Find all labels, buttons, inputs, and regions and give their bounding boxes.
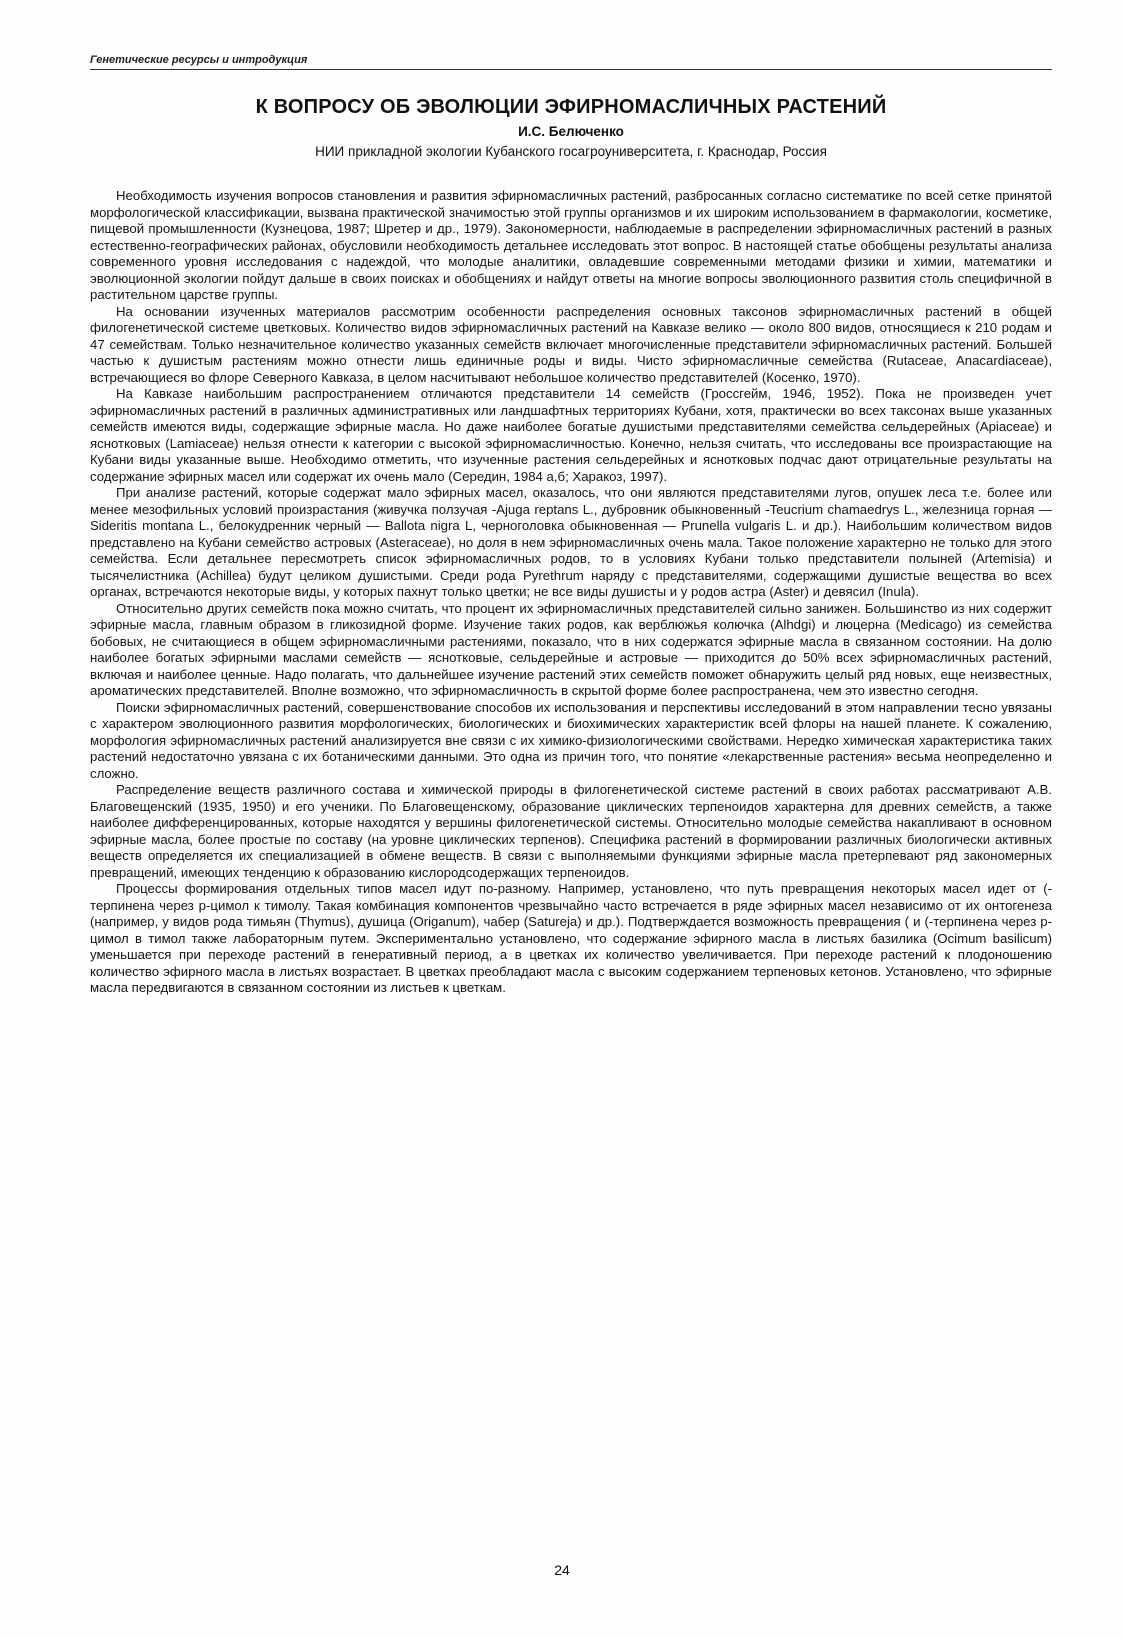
- paragraph: На Кавказе наибольшим распространением отличаются представители 14 семейств (Гроссгейм, 1946, 1952). Пока не произведен учет эфирномасличных растений в различных административных или ландшафтных территориях Кубани, хотя, практически во всех таксонах выше указанных семейств имеются виды, содержащие эфирные масла. Но даже наиболее богатые душистыми представителями семейства сельдерейных (Apiaceae) и яснотковых (Lamiaceae) нельзя отнести к категории с высокой эфирномасличностью. Конечно, нельзя считать, что исследованы все произрастающие на Кубани виды указанные выше. Необходимо отметить, что изученные растения сельдерейных и яснотковых подчас дают отрицательные результаты на содержание эфирных масел или содержат их очень мало (Середин, 1984 а,б; Харакоз, 1997).: [90, 386, 1052, 484]
- paragraph: Распределение веществ различного состава и химической природы в филогенетической системе растений в своих работах рассматривают А.В. Благовещенский (1935, 1950) и его ученики. По Благовещенскому, образование циклических терпеноидов характерна для древних семейств, а также наиболее дифференцированных, которые находятся у вершины филогенетической системы. Относительно молодые семейства накапливают в основном эфирные масла, более простые по составу (на уровне циклических терпенов). Специфика растений в формировании различных биологически активных веществ определяется их специализацией в обмене веществ. В связи с выполняемыми функциями эфирные масла претерпевают ряд закономерных превращений, имеющих тенденцию к образованию кислородсодержащих терпеноидов.: [90, 782, 1052, 880]
- article-title: К ВОПРОСУ ОБ ЭВОЛЮЦИИ ЭФИРНОМАСЛИЧНЫХ РАСТЕНИЙ: [255, 96, 887, 118]
- paragraph: На основании изученных материалов рассмотрим особенности распределения основных таксонов эфирномасличных растений в общей филогенетической системе цветковых. Количество видов эфирномасличных растений на Кавказе велико — около 800 видов, относящиеся к 210 родам и 47 семействам. Только незначительное количество указанных семейств включает многочисленные представители эфирномасличных растений. Большей частью к душистым растениям можно отнести лишь единичные роды и виды. Чисто эфирномасличные семейства (Rutaceae, Anacardiaceae), встречающиеся во флоре Северного Кавказа, в целом насчитывают небольшое количество представителей (Косенко, 1970).: [90, 303, 1052, 385]
- article-affiliation: НИИ прикладной экологии Кубанского госагроуниверситета, г. Краснодар, Россия: [315, 144, 827, 159]
- article-author: И.С. Белюченко: [518, 124, 624, 139]
- paragraph: Процессы формирования отдельных типов масел идут по-разному. Например, установлено, что путь превращения некоторых масел идет от (-терпинена через р-цимол к тимолу. Такая комбинация компонентов чрезвычайно часто встречается в ряде эфирных масел независимо от их онтогенеза (например, у видов рода тимьян (Thymus), душица (Origanum), чабер (Satureja) и др.). Подтверждается возможность превращения ( и (-терпинена через р-цимол в тимол также лабораторным путем. Экспериментально установлено, что содержание эфирного масла в листьях базилика (Ocimum basilicum) уменьшается при переходе растений в генеративный период, а в цветках их количество увеличивается. При переходе растений к плодоношению количество эфирного масла в листьях возрастает. В цветках преобладают масла с высоким содержанием терпеновых кетонов. Установлено, что эфирные масла передвигаются в связанном состоянии из листьев к цветкам.: [90, 881, 1052, 995]
- paragraph: Поиски эфирномасличных растений, совершенствование способов их использования и перспективы исследований в этом направлении тесно увязаны с характером эволюционного развития морфологических, биологических и биохимических характеристик всей флоры на нашей планете. К сожалению, морфология эфирномасличных растений анализируется вне связи с их химико-физиологическими свойствами. Нередко химическая характеристика таких растений недостаточно увязана с их ботаническими данными. Это одна из причин того, что понятие «лекарственные растения» весьма неопределенно и сложно.: [90, 699, 1052, 781]
- running-head: Генетические ресурсы и интродукция: [90, 54, 308, 66]
- header-rule: [90, 69, 1052, 70]
- page-number: 24: [554, 1562, 570, 1578]
- paragraph: При анализе растений, которые содержат мало эфирных масел, оказалось, что они являются представителями лугов, опушек леса т.е. более или менее мезофильных условий произрастания (живучка ползучая -Ajuga reptans L., дубровник обыкновенный -Teucrium chamaedrys L., железница горная — Sideritis montana L., белокудренник черный — Ballota nigra L, черноголовка обыкновенная — Prunella vulgaris L. и др.). Наибольшим количеством видов представлено на Кубани семейство астровых (Asteraceae), но доля в нем эфирномасличных очень мала. Такое положение характерно не только для этого семейства. Если детальнее пересмотреть список эфирномасличных родов, то в условиях Кубани только представители полыней (Artemisia) и тысячелистника (Achillea) будут целиком душистыми. Среди рода Pyrethrum наряду с представителями, содержащими душистые вещества во всех органах, встречаются некоторые виды, у которых пахнут только цветки; не все виды душисты и у родов астра (Aster) и девясил (Inula).: [90, 485, 1052, 599]
- paragraph: Относительно других семейств пока можно считать, что процент их эфирномасличных представителей сильно занижен. Большинство из них содержит эфирные масла, главным образом в гликозидной форме. Изучение таких родов, как верблюжья колючка (Alhdgi) и люцерна (Medicago) из семейства бобовых, не считающиеся в общем эфирномасличными растениями, показало, что в них содержатся эфирные масла в связанном состоянии. На долю наиболее богатых эфирными маслами семейств — яснотковые, сельдерейные и астровые — приходится до 50% всех эфирномасличных растений, включая и наиболее ценные. Надо полагать, что дальнейшее изучение растений этих семейств поможет обнаружить целый ряд новых, еще неизвестных, ароматических представителей. Вполне возможно, что эфирномасличность в скрытой форме более распространена, чем это известно сегодня.: [90, 600, 1052, 698]
- article-body: [90, 188, 1052, 997]
- paragraph: Необходимость изучения вопросов становления и развития эфирномасличных растений, разбросанных согласно систематике по всей сетке принятой морфологической классификации, вызвана практической значимостью этой группы организмов и их широким использованием в фармакологии, косметике, пищевой промышленности (Кузнецова, 1987; Шретер и др., 1979). Закономерности, наблюдаемые в распределении эфирномасличных растений в разных естественно-географических районах, обусловили необходимость детальнее исследовать этот вопрос. В настоящей статье обобщены результаты анализа современного уровня исследования с надеждой, что молодые аналитики, овладевшие современными методами физики и химии, математики и эволюционной экологии пойдут дальше в своих поисках и обобщениях и найдут ответы на многие вопросы эволюционного развития столь специфичной в растительном царстве группы.: [90, 188, 1052, 302]
